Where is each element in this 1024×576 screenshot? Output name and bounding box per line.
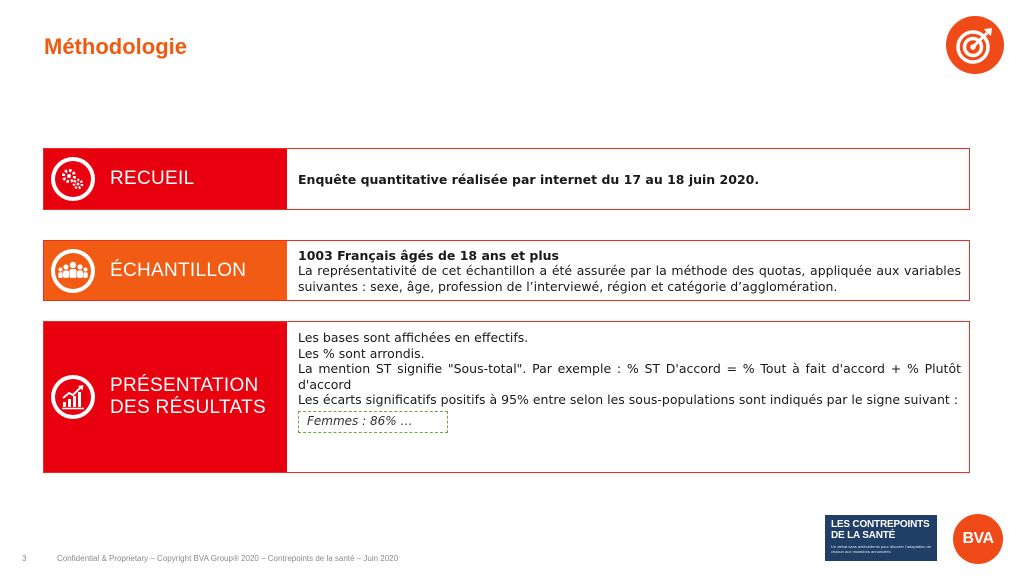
section-label: ÉCHANTILLON (110, 259, 247, 281)
page-number: 3 (22, 554, 27, 563)
contrepoints-title-line2: DE LA SANTÉ (831, 529, 896, 541)
section-label: RECUEIL (110, 168, 195, 189)
page-title: Méthodologie (44, 34, 187, 59)
presentation-line-4: Les écarts significatifs positifs à 95% entre selon les sous-populations sont indiqués par le signe suivant : (298, 392, 959, 407)
presentation-line-1: Les bases sont affichées en effectifs. (298, 330, 529, 345)
section-label-line1: PRÉSENTATION (110, 375, 259, 396)
contrepoints-logo (825, 515, 937, 561)
contrepoints-title (831, 520, 929, 541)
section-label-block (44, 149, 287, 209)
recueil-text: Enquête quantitative réalisée par internet du 17 au 18 juin 2020. (298, 171, 760, 187)
contrepoints-subtitle: Un débat sans antécédents pour discuter l’adaptation de chacun aux mutations annoncées (831, 544, 932, 554)
echantillon-heading: 1003 Français âgés de 18 ans et plus (298, 248, 559, 263)
section-recueil (43, 148, 970, 210)
gears-icon (51, 157, 95, 201)
section-label-block (44, 241, 287, 300)
people-group-icon (51, 249, 95, 293)
significance-example-box: Femmes : 86% … (298, 411, 448, 433)
section-label-block (44, 322, 287, 472)
section-presentation (43, 321, 970, 473)
target-arrow-icon (946, 16, 1004, 74)
growth-chart-icon (51, 375, 95, 419)
presentation-line-3: La mention ST signifie "Sous-total". Par exemple : % ST D'accord = % Tout à fait d'accord + % Plutôt d'accord (298, 361, 961, 392)
presentation-line-2: Les % sont arrondis. (298, 345, 425, 361)
section-label-line2: DES RÉSULTATS (110, 397, 266, 418)
footer-copyright: Confidential & Proprietary – Copyright BVA Group® 2020 – Contrepoints de la santé – Juin 2020 (57, 554, 399, 563)
echantillon-text: La représentativité de cet échantillon a été assurée par la méthode des quotas, appliquée aux variables suivantes : sexe, âge, profession de l’interviewé, région et catégorie d’agglomération. (298, 263, 961, 294)
bva-logo: BVA (953, 514, 1003, 564)
section-label (110, 322, 281, 472)
contrepoints-title-line1: LES CONTREPOINTS (831, 519, 930, 530)
section-echantillon (43, 240, 970, 301)
